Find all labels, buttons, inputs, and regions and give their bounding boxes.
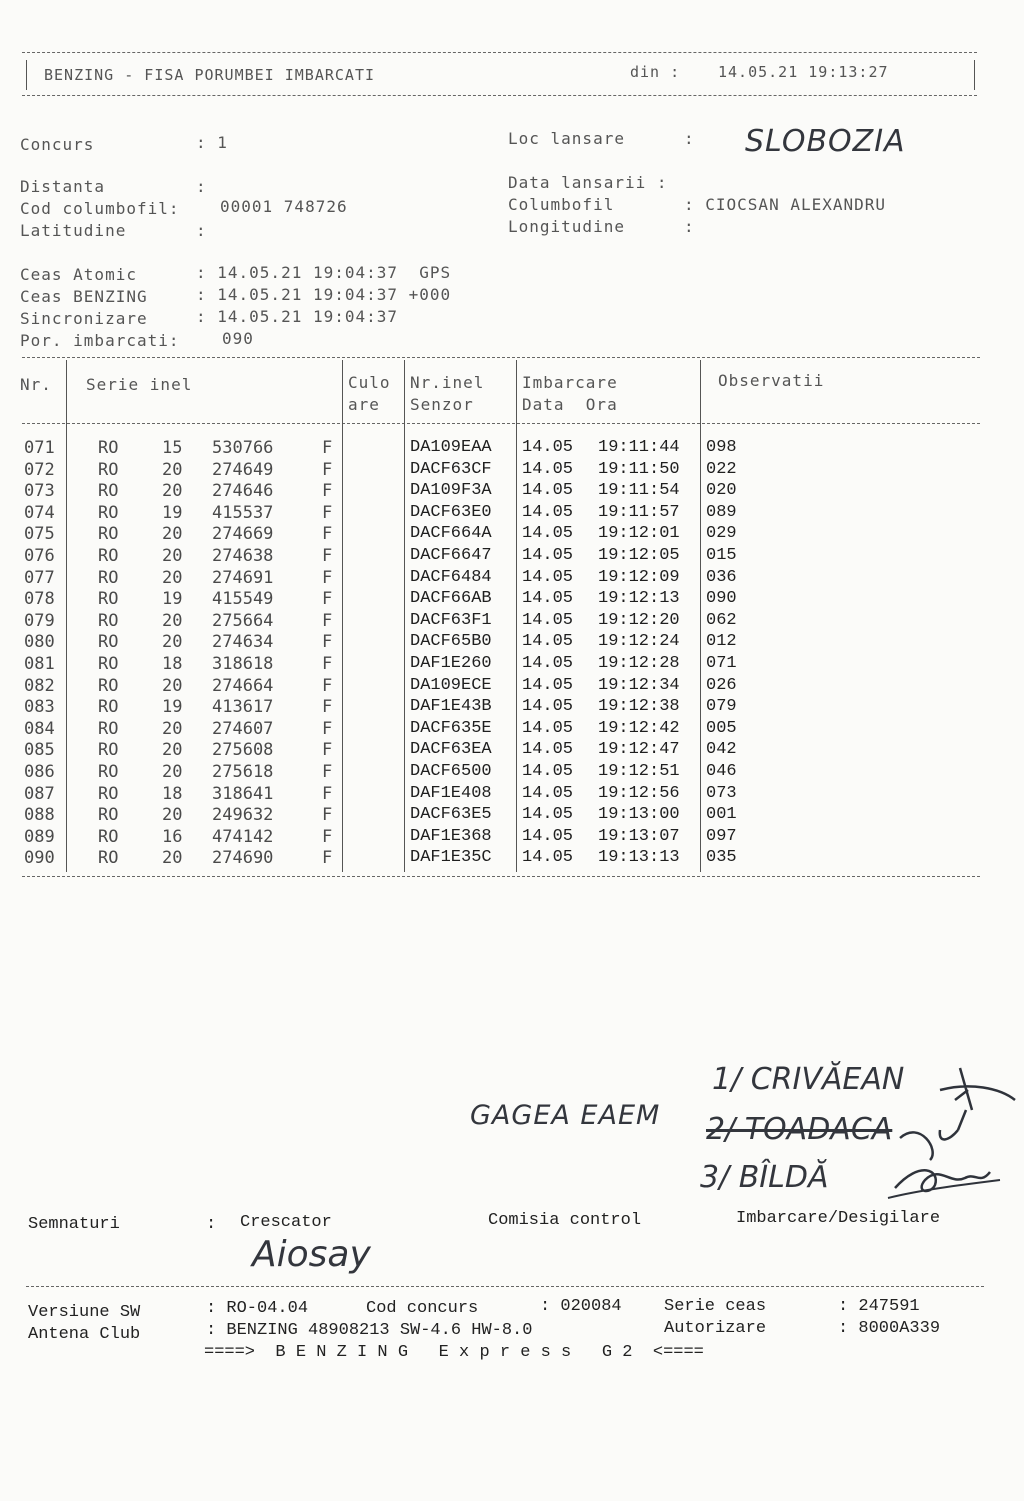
row-sex: F bbox=[322, 718, 333, 739]
row-nr: 074 bbox=[24, 502, 55, 523]
footer-top-border bbox=[26, 1286, 984, 1287]
row-an: 15 bbox=[162, 438, 183, 458]
row-tara: RO bbox=[98, 762, 119, 782]
row-ora: 19:12:47 bbox=[598, 740, 680, 760]
col-header-senzor-2: Senzor bbox=[410, 395, 474, 414]
serie-ceas-value: : 247591 bbox=[838, 1297, 920, 1316]
versiune-sw-label: Versiune SW bbox=[28, 1303, 141, 1322]
row-nr: 079 bbox=[24, 610, 55, 631]
row-tara: RO bbox=[98, 848, 119, 869]
row-inel: 415537 bbox=[212, 502, 274, 523]
row-sex: F bbox=[322, 546, 333, 566]
commission-member-2-handwritten: 2/ TOADACA bbox=[706, 1112, 893, 1147]
col-header-culoare-1: Culo bbox=[348, 373, 391, 392]
row-ora: 19:12:24 bbox=[598, 632, 680, 652]
row-senzor: DACF63CF bbox=[410, 459, 492, 479]
row-data: 14.05 bbox=[522, 567, 574, 587]
row-observatii: 012 bbox=[706, 632, 737, 652]
table-header-divider bbox=[22, 423, 980, 424]
row-nr: 087 bbox=[24, 783, 55, 804]
versiune-sw-value: : RO-04.04 bbox=[206, 1299, 309, 1318]
table-row bbox=[0, 524, 1000, 545]
crescator-signature: Aiosay bbox=[252, 1234, 371, 1275]
table-row bbox=[0, 460, 1000, 481]
row-sex: F bbox=[322, 481, 333, 502]
row-tara: RO bbox=[98, 740, 119, 761]
row-senzor: DA109ECE bbox=[410, 675, 492, 695]
row-inel: 249632 bbox=[212, 805, 274, 826]
table-row bbox=[0, 762, 1000, 783]
row-inel: 474142 bbox=[212, 826, 274, 847]
row-tara: RO bbox=[98, 524, 119, 545]
row-tara: RO bbox=[98, 826, 119, 847]
comisia-control-label: Comisia control bbox=[488, 1211, 642, 1230]
concurs-value: : 1 bbox=[196, 133, 228, 152]
antena-club-label: Antena Club bbox=[28, 1325, 141, 1344]
ceas-benzing-value: : 14.05.21 19:04:37 +000 bbox=[196, 285, 452, 304]
table-row bbox=[0, 784, 1000, 805]
row-tara: RO bbox=[98, 481, 119, 502]
semnaturi-colon: : bbox=[206, 1215, 217, 1234]
row-ora: 19:12:51 bbox=[598, 762, 680, 781]
row-senzor: DACF66AB bbox=[410, 589, 492, 609]
longitudine-label: Longitudine bbox=[508, 217, 625, 236]
ceas-benzing-label: Ceas BENZING bbox=[20, 287, 148, 306]
concurs-label: Concurs bbox=[20, 135, 95, 154]
row-inel: 275618 bbox=[212, 762, 274, 782]
row-data: 14.05 bbox=[522, 589, 574, 609]
row-data: 14.05 bbox=[522, 783, 574, 803]
row-ora: 19:11:57 bbox=[598, 502, 680, 522]
row-inel: 274638 bbox=[212, 546, 274, 566]
row-an: 20 bbox=[162, 459, 183, 480]
row-senzor: DACF6647 bbox=[410, 546, 492, 565]
col-header-culoare-2: are bbox=[348, 395, 380, 414]
row-nr: 076 bbox=[24, 546, 55, 566]
columbofil-value: : CIOCSAN ALEXANDRU bbox=[684, 195, 887, 214]
commission-name-handwritten: GAGEA EAEM bbox=[470, 1100, 661, 1131]
crescator-label: Crescator bbox=[240, 1213, 332, 1232]
row-data: 14.05 bbox=[522, 546, 574, 565]
row-sex: F bbox=[322, 697, 333, 718]
row-senzor: DACF65B0 bbox=[410, 632, 492, 652]
row-sex: F bbox=[322, 654, 333, 674]
row-tara: RO bbox=[98, 805, 119, 826]
row-inel: 274634 bbox=[212, 632, 274, 653]
col-header-serie-inel: Serie inel bbox=[86, 375, 193, 394]
imbarcare-desigilare-label: Imbarcare/Desigilare bbox=[736, 1209, 941, 1228]
row-nr: 077 bbox=[24, 567, 55, 588]
signature-scribble-icon bbox=[880, 1060, 1020, 1210]
loc-lansare-handwritten: SLOBOZIA bbox=[745, 124, 906, 159]
row-observatii: 079 bbox=[706, 697, 737, 717]
table-row bbox=[0, 568, 1000, 589]
row-ora: 19:11:44 bbox=[598, 438, 680, 457]
row-tara: RO bbox=[98, 632, 119, 653]
row-ora: 19:12:38 bbox=[598, 697, 680, 717]
header-right-border bbox=[974, 60, 975, 90]
semnaturi-label: Semnaturi bbox=[28, 1215, 120, 1234]
loc-lansare-colon: : bbox=[684, 129, 695, 148]
col-header-senzor-1: Nr.inel bbox=[410, 373, 485, 392]
row-nr: 082 bbox=[24, 675, 55, 696]
row-an: 20 bbox=[162, 610, 183, 631]
row-ora: 19:12:13 bbox=[598, 589, 680, 609]
porumbei-imbarcati-value: 090 bbox=[222, 329, 254, 348]
row-tara: RO bbox=[98, 567, 119, 588]
row-tara: RO bbox=[98, 610, 119, 631]
row-inel: 274646 bbox=[212, 481, 274, 502]
benzing-brand-line: ====> B E N Z I N G E x p r e s s G 2 <==== bbox=[204, 1343, 704, 1362]
row-senzor: DACF63E0 bbox=[410, 502, 492, 522]
row-an: 20 bbox=[162, 675, 183, 696]
row-data: 14.05 bbox=[522, 632, 574, 652]
row-data: 14.05 bbox=[522, 675, 574, 695]
row-ora: 19:11:54 bbox=[598, 481, 680, 501]
row-sex: F bbox=[322, 632, 333, 653]
row-nr: 071 bbox=[24, 438, 55, 458]
latitudine-colon: : bbox=[196, 221, 207, 240]
cod-concurs-label: Cod concurs bbox=[366, 1299, 479, 1318]
row-ora: 19:12:34 bbox=[598, 675, 680, 695]
row-observatii: 029 bbox=[706, 524, 737, 544]
row-data: 14.05 bbox=[522, 502, 574, 522]
row-sex: F bbox=[322, 826, 333, 847]
row-observatii: 022 bbox=[706, 459, 737, 479]
row-an: 16 bbox=[162, 826, 183, 847]
row-sex: F bbox=[322, 675, 333, 696]
row-inel: 318618 bbox=[212, 654, 274, 674]
header-left-border bbox=[26, 60, 27, 90]
row-sex: F bbox=[322, 589, 333, 610]
row-tara: RO bbox=[98, 502, 119, 523]
col-header-nr: Nr. bbox=[20, 375, 52, 394]
table-row bbox=[0, 654, 1000, 675]
table-row bbox=[0, 719, 1000, 740]
row-an: 20 bbox=[162, 740, 183, 761]
row-senzor: DAF1E35C bbox=[410, 848, 492, 868]
document-title: BENZING - FISA PORUMBEI IMBARCATI bbox=[44, 66, 376, 84]
row-data: 14.05 bbox=[522, 740, 574, 760]
distanta-label: Distanta bbox=[20, 177, 106, 196]
row-nr: 089 bbox=[24, 826, 55, 847]
row-observatii: 046 bbox=[706, 762, 737, 781]
row-ora: 19:12:01 bbox=[598, 524, 680, 544]
row-ora: 19:12:28 bbox=[598, 654, 680, 673]
row-inel: 275664 bbox=[212, 610, 274, 631]
header-din-label: din : bbox=[630, 63, 681, 81]
row-observatii: 098 bbox=[706, 438, 737, 457]
row-ora: 19:12:42 bbox=[598, 718, 680, 738]
table-row bbox=[0, 546, 1000, 567]
row-observatii: 020 bbox=[706, 481, 737, 501]
row-sex: F bbox=[322, 610, 333, 631]
row-observatii: 042 bbox=[706, 740, 737, 760]
autorizare-label: Autorizare bbox=[664, 1319, 767, 1338]
row-an: 18 bbox=[162, 654, 183, 674]
row-an: 20 bbox=[162, 805, 183, 826]
row-nr: 072 bbox=[24, 459, 55, 480]
row-an: 20 bbox=[162, 546, 183, 566]
row-senzor: DA109F3A bbox=[410, 481, 492, 501]
row-observatii: 097 bbox=[706, 826, 737, 846]
row-observatii: 090 bbox=[706, 589, 737, 609]
row-observatii: 026 bbox=[706, 675, 737, 695]
row-data: 14.05 bbox=[522, 718, 574, 738]
row-observatii: 005 bbox=[706, 718, 737, 738]
row-inel: 274690 bbox=[212, 848, 274, 869]
row-an: 20 bbox=[162, 481, 183, 502]
row-sex: F bbox=[322, 567, 333, 588]
row-sex: F bbox=[322, 459, 333, 480]
ceas-atomic-label: Ceas Atomic bbox=[20, 265, 137, 284]
row-senzor: DAF1E368 bbox=[410, 826, 492, 846]
row-ora: 19:13:13 bbox=[598, 848, 680, 868]
row-nr: 083 bbox=[24, 697, 55, 718]
row-an: 19 bbox=[162, 697, 183, 718]
row-ora: 19:11:50 bbox=[598, 459, 680, 479]
row-senzor: DA109EAA bbox=[410, 438, 492, 457]
row-nr: 085 bbox=[24, 740, 55, 761]
row-inel: 274607 bbox=[212, 718, 274, 739]
cod-concurs-value: : 020084 bbox=[540, 1297, 622, 1316]
row-observatii: 035 bbox=[706, 848, 737, 868]
row-inel: 413617 bbox=[212, 697, 274, 718]
distanta-colon: : bbox=[196, 177, 207, 196]
row-sex: F bbox=[322, 805, 333, 826]
row-ora: 19:12:56 bbox=[598, 783, 680, 803]
row-inel: 274649 bbox=[212, 459, 274, 480]
row-tara: RO bbox=[98, 438, 119, 458]
row-data: 14.05 bbox=[522, 848, 574, 868]
row-inel: 275608 bbox=[212, 740, 274, 761]
row-nr: 080 bbox=[24, 632, 55, 653]
row-inel: 274691 bbox=[212, 567, 274, 588]
row-an: 19 bbox=[162, 502, 183, 523]
row-tara: RO bbox=[98, 697, 119, 718]
row-an: 20 bbox=[162, 567, 183, 588]
commission-member-1-handwritten: 1/ CRIVĂEAN bbox=[712, 1062, 905, 1097]
row-inel: 530766 bbox=[212, 438, 274, 458]
row-nr: 090 bbox=[24, 848, 55, 869]
table-bottom-border bbox=[22, 876, 980, 877]
col-header-imbarcare: Imbarcare bbox=[522, 373, 618, 392]
table-row bbox=[0, 503, 1000, 524]
row-senzor: DACF63F1 bbox=[410, 610, 492, 630]
table-row bbox=[0, 589, 1000, 610]
row-nr: 084 bbox=[24, 718, 55, 739]
row-nr: 075 bbox=[24, 524, 55, 545]
row-an: 20 bbox=[162, 762, 183, 782]
col-header-data-ora: Data Ora bbox=[522, 395, 618, 414]
row-ora: 19:12:20 bbox=[598, 610, 680, 630]
row-an: 20 bbox=[162, 718, 183, 739]
cod-columbofil-value: 00001 748726 bbox=[220, 197, 348, 216]
row-nr: 078 bbox=[24, 589, 55, 610]
table-row bbox=[0, 676, 1000, 697]
row-data: 14.05 bbox=[522, 762, 574, 781]
autorizare-value: : 8000A339 bbox=[838, 1319, 941, 1338]
row-tara: RO bbox=[98, 546, 119, 566]
sincronizare-label: Sincronizare bbox=[20, 309, 148, 328]
row-senzor: DACF6484 bbox=[410, 567, 492, 587]
header-print-datetime: 14.05.21 19:13:27 bbox=[718, 63, 889, 81]
row-tara: RO bbox=[98, 675, 119, 696]
table-top-border bbox=[22, 357, 980, 358]
row-sex: F bbox=[322, 762, 333, 782]
row-tara: RO bbox=[98, 654, 119, 674]
antena-club-value: : BENZING 48908213 SW-4.6 HW-8.0 bbox=[206, 1321, 533, 1340]
row-observatii: 071 bbox=[706, 654, 737, 673]
row-sex: F bbox=[322, 502, 333, 523]
row-senzor: DACF635E bbox=[410, 718, 492, 738]
row-inel: 318641 bbox=[212, 783, 274, 804]
row-data: 14.05 bbox=[522, 654, 574, 673]
table-row bbox=[0, 611, 1000, 632]
ceas-atomic-value: : 14.05.21 19:04:37 GPS bbox=[196, 263, 452, 282]
row-sex: F bbox=[322, 438, 333, 458]
latitudine-label: Latitudine bbox=[20, 221, 127, 240]
row-observatii: 073 bbox=[706, 783, 737, 803]
row-observatii: 036 bbox=[706, 567, 737, 587]
row-sex: F bbox=[322, 783, 333, 804]
row-observatii: 062 bbox=[706, 610, 737, 630]
row-senzor: DAF1E408 bbox=[410, 783, 492, 803]
row-observatii: 001 bbox=[706, 805, 737, 825]
commission-member-3-handwritten: 3/ BÎLDĂ bbox=[700, 1160, 829, 1195]
sincronizare-value: : 14.05.21 19:04:37 bbox=[196, 307, 399, 326]
row-nr: 086 bbox=[24, 762, 55, 782]
row-ora: 19:12:05 bbox=[598, 546, 680, 565]
header-top-border bbox=[22, 52, 977, 53]
row-senzor: DACF63E5 bbox=[410, 805, 492, 825]
row-senzor: DAF1E43B bbox=[410, 697, 492, 717]
row-tara: RO bbox=[98, 783, 119, 804]
row-observatii: 015 bbox=[706, 546, 737, 565]
table-row bbox=[0, 827, 1000, 848]
row-senzor: DACF63EA bbox=[410, 740, 492, 760]
row-senzor: DAF1E260 bbox=[410, 654, 492, 673]
row-data: 14.05 bbox=[522, 481, 574, 501]
row-sex: F bbox=[322, 740, 333, 761]
row-data: 14.05 bbox=[522, 610, 574, 630]
row-senzor: DACF664A bbox=[410, 524, 492, 544]
row-sex: F bbox=[322, 524, 333, 545]
row-an: 19 bbox=[162, 589, 183, 610]
row-data: 14.05 bbox=[522, 438, 574, 457]
table-row bbox=[0, 632, 1000, 653]
row-an: 18 bbox=[162, 783, 183, 804]
cod-columbofil-label: Cod columbofil: bbox=[20, 199, 180, 218]
row-an: 20 bbox=[162, 524, 183, 545]
row-inel: 274669 bbox=[212, 524, 274, 545]
row-an: 20 bbox=[162, 632, 183, 653]
row-ora: 19:13:07 bbox=[598, 826, 680, 846]
row-data: 14.05 bbox=[522, 524, 574, 544]
row-tara: RO bbox=[98, 589, 119, 610]
row-ora: 19:13:00 bbox=[598, 805, 680, 825]
row-tara: RO bbox=[98, 718, 119, 739]
row-nr: 088 bbox=[24, 805, 55, 826]
row-nr: 073 bbox=[24, 481, 55, 502]
row-an: 20 bbox=[162, 848, 183, 869]
data-lansarii-label: Data lansarii : bbox=[508, 173, 668, 192]
col-header-observatii: Observatii bbox=[718, 371, 825, 390]
table-row bbox=[0, 848, 1000, 869]
row-senzor: DACF6500 bbox=[410, 762, 492, 781]
row-ora: 19:12:09 bbox=[598, 567, 680, 587]
row-data: 14.05 bbox=[522, 697, 574, 717]
row-data: 14.05 bbox=[522, 826, 574, 846]
table-row bbox=[0, 805, 1000, 826]
row-tara: RO bbox=[98, 459, 119, 480]
loc-lansare-label: Loc lansare bbox=[508, 129, 625, 148]
table-row bbox=[0, 438, 1000, 459]
serie-ceas-label: Serie ceas bbox=[664, 1297, 767, 1316]
row-inel: 415549 bbox=[212, 589, 274, 610]
longitudine-colon: : bbox=[684, 217, 695, 236]
table-row bbox=[0, 740, 1000, 761]
row-nr: 081 bbox=[24, 654, 55, 674]
row-inel: 274664 bbox=[212, 675, 274, 696]
row-observatii: 089 bbox=[706, 502, 737, 522]
row-data: 14.05 bbox=[522, 459, 574, 479]
columbofil-label: Columbofil bbox=[508, 195, 615, 214]
row-data: 14.05 bbox=[522, 805, 574, 825]
header-bottom-border bbox=[22, 95, 977, 96]
row-sex: F bbox=[322, 848, 333, 869]
table-row bbox=[0, 481, 1000, 502]
porumbei-imbarcati-label: Por. imbarcati: bbox=[20, 331, 180, 350]
table-row bbox=[0, 697, 1000, 718]
